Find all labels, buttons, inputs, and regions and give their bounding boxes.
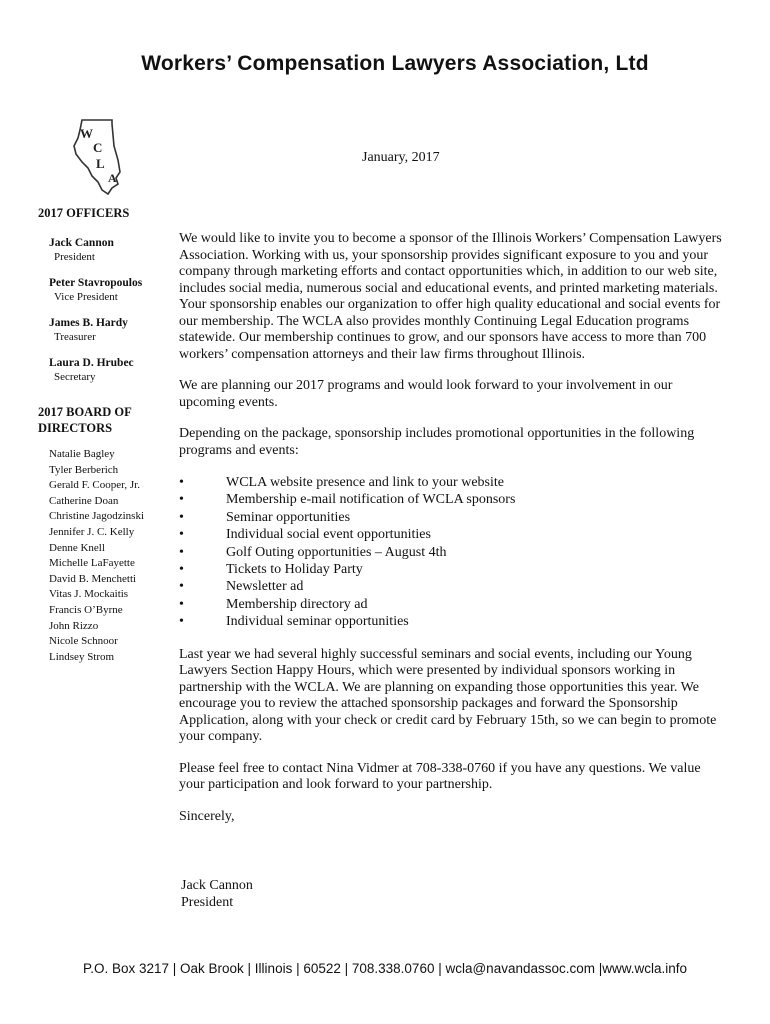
list-item-text: Newsletter ad — [226, 579, 304, 595]
bullet-icon: • — [179, 579, 184, 595]
logo-letter-w: W — [80, 126, 93, 141]
letter-date: January, 2017 — [362, 150, 440, 165]
list-item — [179, 526, 724, 543]
wcla-illinois-logo — [68, 116, 128, 196]
list-item — [179, 509, 724, 526]
bullet-icon: • — [179, 544, 184, 560]
director-name: Gerald F. Cooper, Jr. — [49, 479, 140, 492]
officer-entry — [49, 356, 168, 384]
director-name: Natalie Bagley — [49, 448, 115, 460]
list-item — [179, 474, 724, 491]
board-heading-line: DIRECTORS — [38, 421, 113, 435]
list-item — [179, 491, 724, 508]
officer-name: James B. Hardy — [49, 317, 128, 329]
footer-contact-line: P.O. Box 3217 | Oak Brook | Illinois | 60522 | 708.338.0760 | wcla@navandassoc.com |www.wcla.info — [82, 961, 688, 976]
list-item-text: WCLA website presence and link to your website — [226, 475, 504, 490]
officer-role: Vice President — [54, 291, 118, 303]
director-name: David B. Menchetti — [49, 572, 137, 585]
officer-entry — [49, 316, 168, 344]
bullet-icon: • — [179, 614, 184, 630]
signature-title: President — [181, 895, 234, 910]
body-paragraph: Depending on the package, sponsorship includes promotional opportunities in the following programs and events: — [179, 426, 695, 458]
director-name: Christine Jagodzinski — [49, 510, 145, 523]
logo-letter-c: C — [93, 140, 103, 155]
body-paragraph: Please feel free to contact Nina Vidmer at 708-338-0760 if you have any questions. We value your participation and look forward to your partnership. — [179, 760, 701, 793]
body-paragraph: We are planning our 2017 programs and would look forward to your involvement in our upcoming events. — [179, 378, 673, 410]
officer-role: Secretary — [54, 371, 96, 383]
director-name: Denne Knell — [49, 541, 105, 554]
sponsorship-benefits-list — [179, 474, 724, 631]
closing-salutation: Sincerely, — [179, 808, 235, 824]
director-name: John Rizzo — [49, 619, 99, 632]
list-item — [179, 561, 724, 578]
signature-block — [181, 877, 253, 911]
logo-letter-l: L — [96, 156, 105, 171]
body-paragraph: Last year we had several highly successful seminars and social events, including our Young Lawyers Section Happy Hours, which were presented by individual sponsors working in partnership with the WCLA. We are planning on expanding those opportunities this year. We encourage you to review the attached sponsorship packages and forward the Sponsorship Application, along with your check or credit card by February 15th, so we can begin to promote your company. — [179, 646, 717, 745]
officers-heading: 2017 OFFICERS — [38, 206, 130, 220]
officer-role: President — [54, 251, 95, 263]
list-item-text: Tickets to Holiday Party — [226, 562, 363, 578]
list-item-text: Seminar opportunities — [226, 509, 351, 525]
officer-entry — [49, 236, 168, 264]
bullet-icon: • — [179, 596, 184, 612]
board-heading — [38, 404, 168, 436]
director-name: Nicole Schnoor — [49, 635, 118, 648]
director-name: Tyler Berberich — [49, 463, 119, 476]
list-item-text: Individual seminar opportunities — [226, 614, 409, 630]
list-item-text: Individual social event opportunities — [226, 527, 431, 543]
bullet-icon: • — [179, 509, 184, 525]
officer-role: Treasurer — [54, 331, 96, 343]
director-name: Catherine Doan — [49, 494, 119, 507]
body-paragraph: We would like to invite you to become a sponsor of the Illinois Workers’ Compensation Lawyers Association. Working with us, your sponsorship provides significant exposure to you and your company through marketing efforts and contact opportunities which, in addition to our web site, includes social media, numerous social and educational events, and printed marketing materials. Your sponsorship enables our organization to offer high quality educational and social events for our membership. The WCLA also provides monthly Continuing Legal Education programs statewide. Our membership continues to grow, and our sponsors have access to more than 700 workers’ compensation attorneys and their law firms throughout Illinois. — [179, 231, 722, 362]
list-item — [179, 613, 724, 630]
list-item — [179, 596, 724, 613]
bullet-icon: • — [179, 492, 184, 508]
list-item-text: Membership directory ad — [226, 596, 368, 612]
board-heading-line: 2017 BOARD OF — [38, 405, 132, 419]
officer-name: Peter Stavropoulos — [49, 277, 143, 289]
letter-body — [179, 231, 724, 840]
sidebar — [38, 206, 168, 665]
bullet-icon: • — [179, 475, 184, 490]
officer-entry — [49, 276, 168, 304]
director-name: Jennifer J. C. Kelly — [49, 525, 135, 538]
list-item-text: Membership e-mail notification of WCLA sponsors — [226, 492, 516, 508]
director-name: Francis O’Byrne — [49, 603, 123, 616]
director-name: Michelle LaFayette — [49, 557, 135, 570]
list-item-text: Golf Outing opportunities – August 4th — [226, 544, 447, 560]
signature-name: Jack Cannon — [181, 878, 253, 893]
logo-letter-a: A — [108, 171, 117, 185]
officer-name: Jack Cannon — [49, 237, 114, 249]
bullet-icon: • — [179, 562, 184, 578]
officer-name: Laura D. Hrubec — [49, 357, 134, 369]
letterhead-title: Workers’ Compensation Lawyers Association, Ltd — [141, 52, 649, 75]
bullet-icon: • — [179, 527, 184, 543]
director-name: Vitas J. Mockaitis — [49, 588, 129, 601]
director-name: Lindsey Strom — [49, 650, 115, 663]
list-item — [179, 578, 724, 595]
list-item — [179, 544, 724, 561]
